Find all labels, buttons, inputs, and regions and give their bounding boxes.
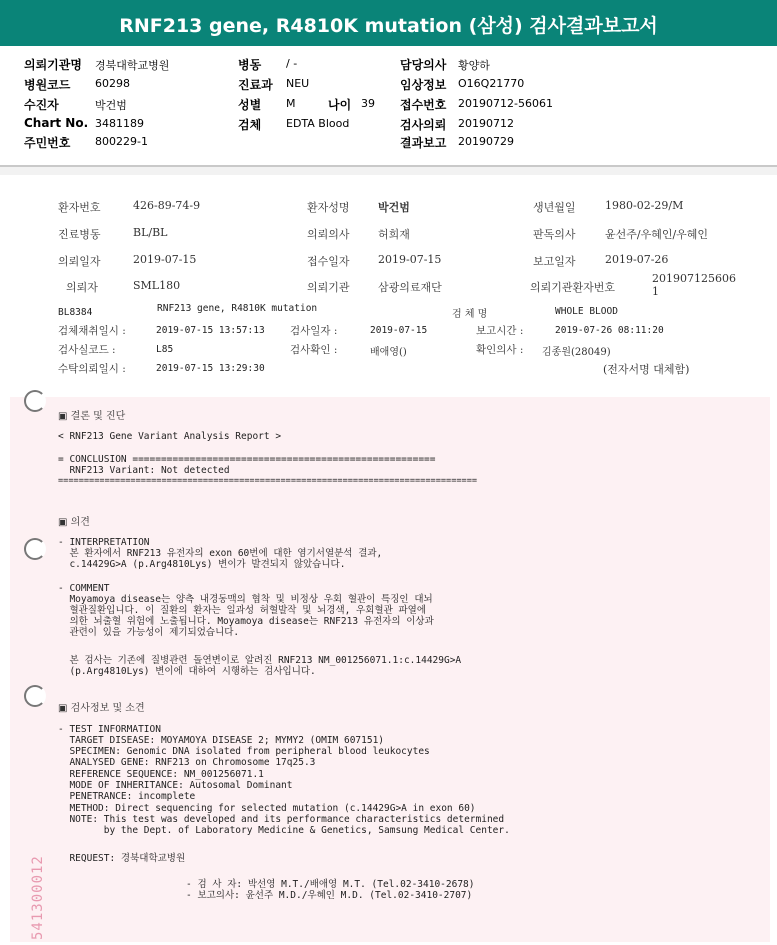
patient-name-label: 환자성명 [307, 201, 350, 214]
tester-line: - 검 사 자: 박선영 M.T./배애영 M.T. (Tel.02-3410-2678) [186, 879, 475, 890]
birth-label: 생년월일 [533, 201, 576, 214]
consign-time-label: 수탁의뢰일시 : [58, 363, 126, 375]
test-info-line: by the Dept. of Laboratory Medicine & Genetics, Samsung Medical Center. [58, 825, 510, 836]
receipt-no-value: 20190712-56061 [458, 97, 553, 110]
request-date-value: 20190712 [458, 117, 514, 130]
doctor-label: 담당의사 [400, 58, 447, 72]
sex-label: 성별 [238, 98, 262, 112]
report-date-value: 20190729 [458, 135, 514, 148]
collect-time-value: 2019-07-15 13:57:13 [156, 325, 265, 336]
collect-time-label: 검체채취일시 : [58, 325, 126, 337]
test-info-line: ANALYSED GENE: RNF213 on Chromosome 17q25.3 [58, 757, 316, 768]
sex-value: M [286, 97, 296, 110]
report-report-date-value: 2019-07-26 [605, 253, 669, 266]
specimen-label: 검체 [238, 118, 262, 132]
requester-value: SML180 [133, 279, 181, 292]
inst-patient-no-value-cont: 1 [652, 285, 659, 298]
comment-line: 혈관질환입니다. 이 질환의 환자는 일과성 허혈발작 및 뇌경색, 우회혈관 파열에 [58, 605, 427, 616]
test-info-line: SPECIMEN: Genomic DNA isolated from peripheral blood leukocytes [58, 746, 430, 757]
document-serial-number: 541300012 [30, 855, 46, 940]
hospital-code-value: 60298 [95, 77, 130, 90]
note-line: (p.Arg4810Lys) 변이에 대하여 시행하는 검사입니다. [58, 666, 316, 677]
test-info-head: - TEST INFORMATION [58, 724, 161, 735]
test-info-line: REFERENCE SEQUENCE: NM_001256071.1 [58, 769, 264, 780]
report-subtitle: < RNF213 Gene Variant Analysis Report > [58, 431, 282, 442]
report-request-date-value: 2019-07-15 [133, 253, 197, 266]
room-code-label: 검사실코드 : [58, 344, 116, 356]
requesting-org-value: 경북대학교병원 [95, 59, 170, 72]
clinical-info-value: O16Q21770 [458, 77, 525, 90]
reading-doctor-label: 판독의사 [533, 228, 576, 241]
patient-value: 박건범 [95, 99, 127, 112]
punch-hole-mark [24, 538, 46, 560]
divider-gap [0, 167, 777, 175]
test-date-value: 2019-07-15 [370, 325, 428, 336]
comment-line: 의한 뇌출혈 위험에 노출됩니다. Moyamoya disease는 RNF213 유전자의 이상과 [58, 616, 434, 627]
test-name: RNF213 gene, R4810K mutation [157, 303, 318, 314]
patient-name-value: 박건범 [378, 201, 410, 214]
department-value: NEU [286, 77, 310, 90]
ward-label: 병동 [238, 58, 262, 72]
test-info-line: TARGET DISEASE: MOYAMOYA DISEASE 2; MYMY2 (OMIM 607151) [58, 735, 385, 746]
conclusion-line: = CONCLUSION ===================================================== [58, 454, 436, 465]
interpretation-line: 본 환자에서 RNF213 유전자의 exon 60번에 대한 염기서열분석 결과, [58, 548, 383, 559]
test-info-line: PENETRANCE: incomplete [58, 791, 196, 802]
report-time-value: 2019-07-26 08:11:20 [555, 325, 664, 336]
chart-no-label: Chart No. [24, 116, 89, 130]
specimen-value: EDTA Blood [286, 117, 350, 130]
section-test-info-title: ▣ 검사정보 및 소견 [58, 703, 145, 714]
receipt-date-value: 2019-07-15 [378, 253, 442, 266]
section-opinion-title: ▣ 의견 [58, 517, 90, 528]
inst-patient-no-label: 의뢰기관환자번호 [530, 281, 616, 294]
report-time-label: 보고시간 : [476, 325, 524, 337]
test-info-line: MODE OF INHERITANCE: Autosomal Dominant [58, 780, 293, 791]
test-confirm-value: 배애영() [370, 347, 407, 358]
test-info-line: METHOD: Direct sequencing for selected mutation (c.14429G>A in exon 60) [58, 803, 476, 814]
scanned-report [0, 175, 777, 945]
reading-doctor-value: 윤선주/우혜인/우혜인 [605, 228, 709, 241]
report-ward-value: BL/BL [133, 226, 168, 239]
requester-label: 의뢰자 [66, 281, 98, 294]
header-info-panel [0, 50, 777, 165]
confirm-doctor-value: 김종원(28049) [542, 347, 611, 358]
requester-doctor-label: 의뢰의사 [307, 228, 350, 241]
interpretation-line: c.14429G>A (p.Arg4810Lys) 변이가 발견되지 않았습니다. [58, 559, 346, 570]
report-date-label: 결과보고 [400, 136, 447, 150]
report-specimen-label: 검 체 명 [452, 309, 488, 320]
request-date-label: 검사의뢰 [400, 118, 447, 132]
patient-no-label: 환자번호 [58, 201, 101, 214]
receipt-date-label: 접수일자 [307, 255, 350, 268]
note-line: 본 검사는 기존에 질병관련 돌연변이로 알려진 RNF213 NM_001256071.1:c.14429G>A [58, 655, 462, 666]
doctor-value: 황양하 [458, 59, 490, 72]
age-value: 39 [361, 97, 375, 110]
room-code-value: L85 [156, 344, 174, 355]
report-request-date-label: 의뢰일자 [58, 255, 101, 268]
institution-value: 삼광의료재단 [378, 281, 442, 294]
requesting-org-label: 의뢰기관명 [24, 58, 82, 72]
resident-no-value: 800229-1 [95, 135, 148, 148]
patient-label: 수진자 [24, 98, 59, 112]
punch-hole-mark [24, 685, 46, 707]
report-report-date-label: 보고일자 [533, 255, 576, 268]
test-confirm-label: 검사확인 : [290, 344, 338, 356]
inst-patient-no-value: 201907125606 [652, 272, 736, 285]
confirm-doctor-label: 확인의사 : [476, 344, 524, 356]
test-code: BL8384 [58, 307, 93, 318]
report-specimen-value: WHOLE BLOOD [555, 306, 618, 317]
consign-time-value: 2019-07-15 13:29:30 [156, 363, 265, 374]
ward-value: / - [286, 57, 298, 70]
e-signature-note: (전자서명 대체함) [603, 363, 690, 376]
test-date-label: 검사일자 : [290, 325, 338, 337]
test-info-line: NOTE: This test was developed and its performance characteristics determined [58, 814, 505, 825]
comment-head: - COMMENT [58, 583, 110, 594]
department-label: 진료과 [238, 78, 273, 92]
comment-line: 관련이 있을 가능성이 제기되었습니다. [58, 627, 240, 638]
report-title: RNF213 gene, R4810K mutation (삼성) 검사결과보고서 [0, 0, 777, 46]
punch-hole-mark [24, 390, 46, 412]
variant-result: RNF213 Variant: Not detected [58, 465, 230, 476]
reporter-line: - 보고의사: 윤선주 M.D./우혜인 M.D. (Tel.02-3410-2707) [186, 890, 473, 901]
receipt-no-label: 접수번호 [400, 98, 447, 112]
birth-value: 1980-02-29/M [605, 199, 684, 212]
chart-no-value: 3481189 [95, 117, 144, 130]
request-line: REQUEST: 경북대학교병원 [58, 853, 186, 864]
clinical-info-label: 임상정보 [400, 78, 447, 92]
hospital-code-label: 병원코드 [24, 78, 71, 92]
section-conclusion-title: ▣ 결론 및 진단 [58, 411, 126, 422]
requester-doctor-value: 허희재 [378, 228, 410, 241]
rule-line: ================================================================================= [58, 476, 478, 486]
age-label: 나이 [328, 98, 352, 112]
patient-no-value: 426-89-74-9 [133, 199, 201, 212]
comment-line: Moyamoya disease는 양측 내경동맥의 협착 및 비정상 우회 혈관이 특징인 대뇌 [58, 594, 433, 605]
report-ward-label: 진료병동 [58, 228, 101, 241]
interpretation-head: - INTERPRETATION [58, 537, 150, 548]
institution-label: 의뢰기관 [307, 281, 350, 294]
resident-no-label: 주민번호 [24, 136, 71, 150]
